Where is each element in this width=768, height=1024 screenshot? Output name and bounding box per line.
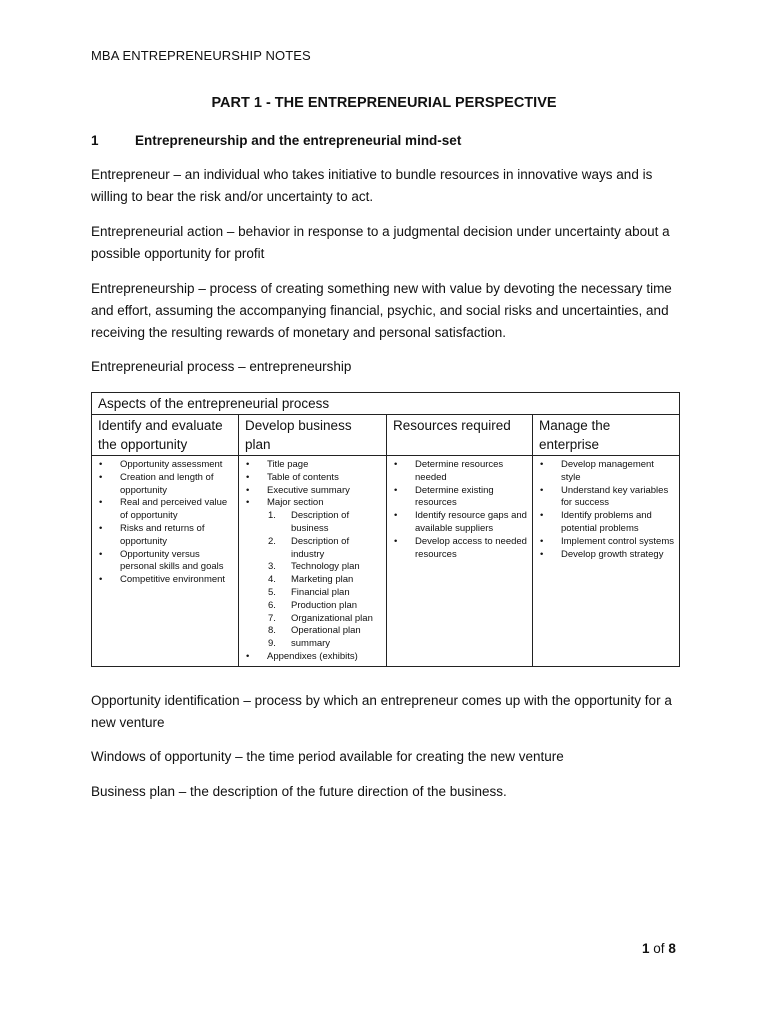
column-manage-enterprise <box>533 456 680 667</box>
list-item: • Competitive environment <box>96 574 234 587</box>
list-item: • Table of contents <box>243 472 382 485</box>
list-item: • Implement control systems <box>537 536 675 549</box>
list-item: • Develop growth strategy <box>537 549 675 562</box>
list-item: • Title page <box>243 459 382 472</box>
list-item: • Executive summary <box>243 485 382 498</box>
item-text: summary <box>291 638 331 650</box>
item-text: Organizational plan <box>291 612 373 624</box>
table-body-row <box>92 456 680 667</box>
list-item: • Opportunity assessment <box>96 459 234 472</box>
numbered-item <box>267 600 382 613</box>
bullet-list <box>537 459 675 561</box>
page-number <box>642 941 676 956</box>
item-number: 7. <box>268 612 276 624</box>
definition-entrepreneur: Entrepreneur – an individual who takes initiative to bundle resources in innovative ways and is willing to bear the risk and/or uncertainty to act. <box>91 167 653 204</box>
item-text: Marketing plan <box>291 574 354 586</box>
list-item: • Determine resources needed <box>391 459 528 485</box>
table-title: Aspects of the entrepreneurial process <box>92 393 680 415</box>
total-pages: 8 <box>668 941 676 956</box>
list-item: • Real and perceived value of opportunity <box>96 497 234 523</box>
numbered-item <box>267 638 382 651</box>
numbered-item <box>267 574 382 587</box>
list-item: • Develop access to needed resources <box>391 536 528 562</box>
numbered-item <box>267 561 382 574</box>
list-item: • Appendixes (exhibits) <box>243 651 382 664</box>
numbered-item <box>267 613 382 626</box>
item-number: 8. <box>268 625 276 637</box>
list-item: • Determine existing resources <box>391 485 528 511</box>
item-text: Technology plan <box>291 561 360 573</box>
item-text: Operational plan <box>291 625 361 637</box>
column-identify-evaluate <box>92 456 239 667</box>
list-item-label: Major section <box>267 497 324 509</box>
current-page: 1 <box>642 941 650 956</box>
item-text: Production plan <box>291 599 358 611</box>
part-title: PART 1 - THE ENTREPRENEURIAL PERSPECTIVE <box>211 95 557 111</box>
section-heading <box>91 133 461 148</box>
list-item: • Understand key variables for success <box>537 485 675 511</box>
table-header-row <box>92 415 680 456</box>
numbered-list <box>267 510 382 651</box>
column-develop-business-plan <box>239 456 387 667</box>
column-header: Develop business plan <box>239 415 387 456</box>
aspects-table <box>91 392 680 667</box>
numbered-item <box>267 510 382 536</box>
bullet-list <box>243 459 382 664</box>
column-header: Resources required <box>387 415 533 456</box>
item-text: Financial plan <box>291 586 350 598</box>
document-header: MBA ENTREPRENEURSHIP NOTES <box>91 48 311 63</box>
definition-windows-of-opportunity: Windows of opportunity – the time period available for creating the new venture <box>91 749 564 764</box>
list-item: • Opportunity versus personal skills and goals <box>96 549 234 575</box>
section-number: 1 <box>91 133 99 148</box>
item-text: Description of industry <box>291 535 350 560</box>
item-number: 2. <box>268 535 276 547</box>
column-resources-required <box>387 456 533 667</box>
definition-entrepreneurial-process: Entrepreneurial process – entrepreneurship <box>91 359 352 374</box>
item-number: 5. <box>268 586 276 598</box>
list-item: • Identify problems and potential problems <box>537 510 675 536</box>
item-number: 6. <box>268 599 276 611</box>
bullet-list <box>96 459 234 587</box>
list-item: • Develop management style <box>537 459 675 485</box>
page-of-label: of <box>653 941 665 956</box>
definition-opportunity-identification: Opportunity identification – process by which an entrepreneur comes up with the opportunity for a new venture <box>91 693 672 730</box>
definition-business-plan: Business plan – the description of the future direction of the business. <box>91 784 507 799</box>
column-header: Manage the enterprise <box>533 415 680 456</box>
list-item: • Risks and returns of opportunity <box>96 523 234 549</box>
list-item-major-section <box>243 497 382 651</box>
item-text: Description of business <box>291 510 350 534</box>
item-number: 3. <box>268 561 276 573</box>
numbered-item <box>267 536 382 562</box>
definition-entrepreneurial-action: Entrepreneurial action – behavior in response to a judgmental decision under uncertainty about a possible opportunity for profit <box>91 224 670 261</box>
item-number: 9. <box>268 638 276 650</box>
column-header: Identify and evaluate the opportunity <box>92 415 239 456</box>
item-number: 4. <box>268 574 276 586</box>
list-item: • Creation and length of opportunity <box>96 472 234 498</box>
item-number: 1. <box>268 510 276 522</box>
bullet-list <box>391 459 528 561</box>
section-title: Entrepreneurship and the entrepreneurial mind-set <box>135 133 462 148</box>
list-item: • Identify resource gaps and available suppliers <box>391 510 528 536</box>
numbered-item <box>267 587 382 600</box>
numbered-item <box>267 625 382 638</box>
definition-entrepreneurship: Entrepreneurship – process of creating something new with value by devoting the necessary time and effort, assuming the accompanying financial, psychic, and social risks and uncertainties, and receiving the resulting rewards of monetary and personal satisfaction. <box>91 281 672 340</box>
